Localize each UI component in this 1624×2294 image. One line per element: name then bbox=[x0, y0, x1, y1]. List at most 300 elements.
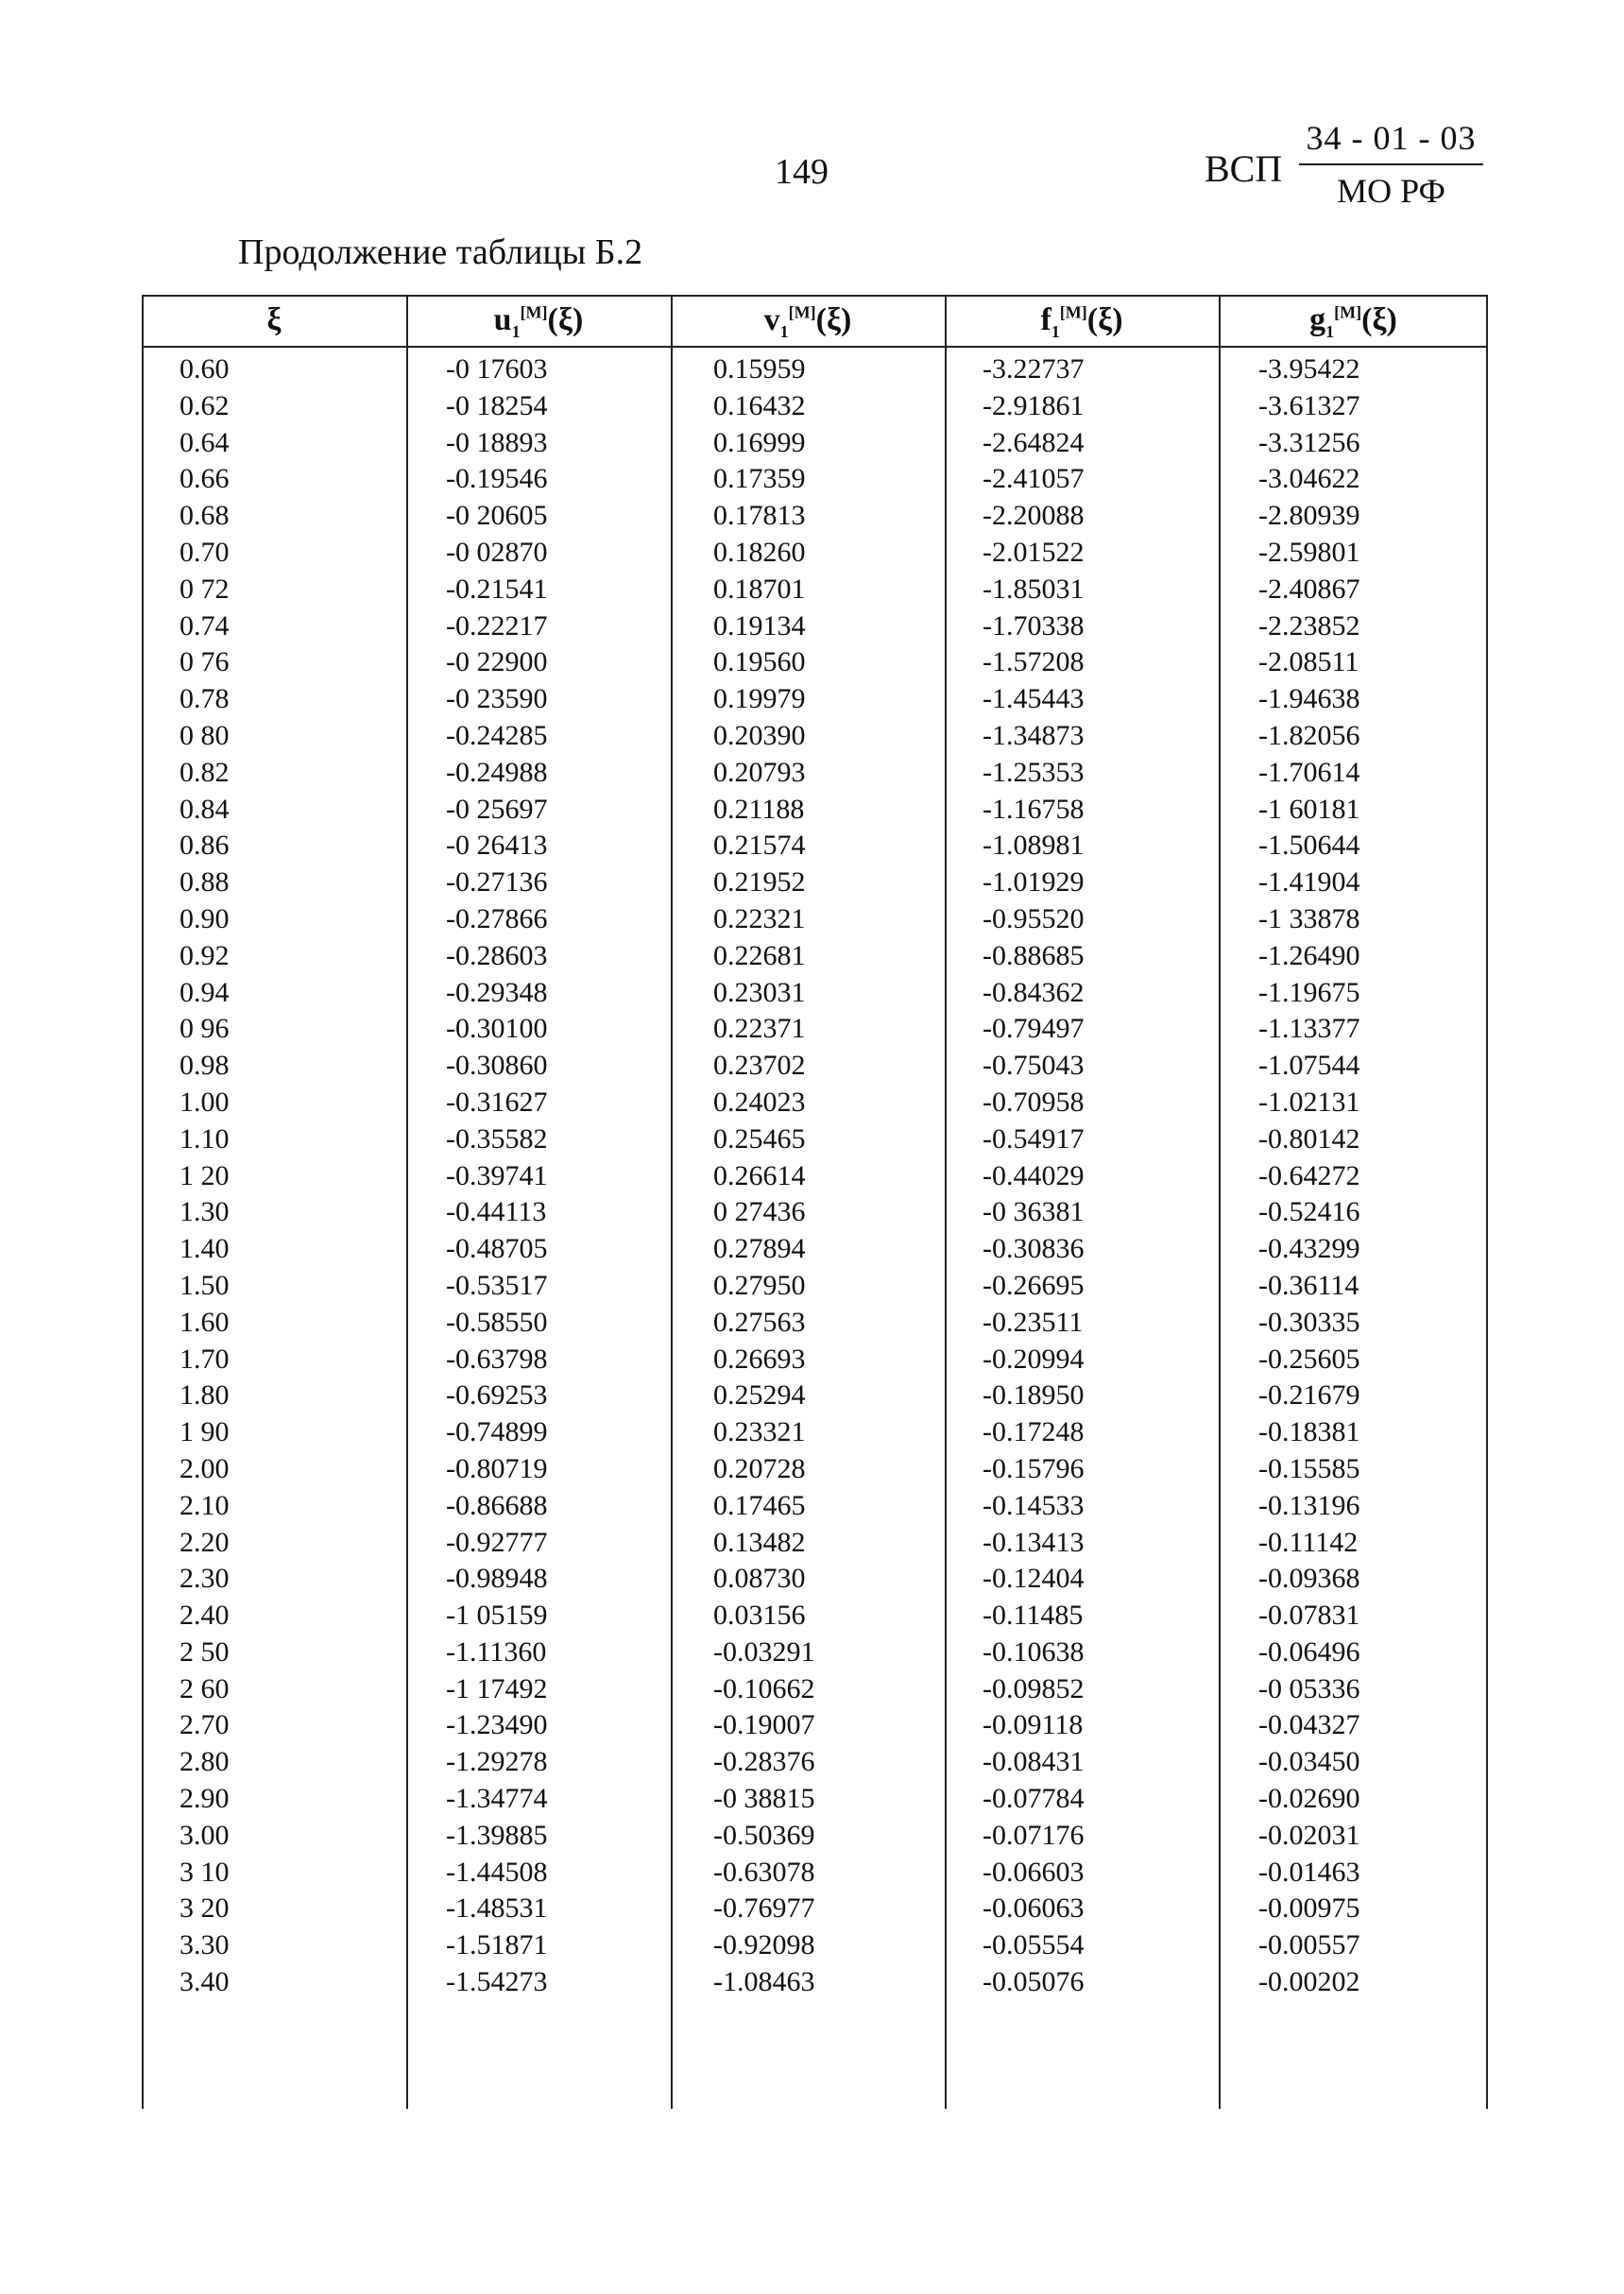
table-cell: 0.92 bbox=[179, 939, 230, 971]
table-cell: -0.27866 bbox=[446, 902, 548, 934]
table-cell: -0.52416 bbox=[1258, 1196, 1360, 1228]
table-row bbox=[142, 1196, 1488, 1233]
table-cell: -1.51871 bbox=[446, 1929, 548, 1961]
table-cell: 0.70 bbox=[179, 536, 230, 568]
table-cell: -0.11142 bbox=[1258, 1526, 1359, 1558]
table-cell: -0.86688 bbox=[446, 1489, 548, 1521]
table-cell: 0 72 bbox=[179, 573, 230, 605]
table-row bbox=[142, 940, 1488, 977]
table-cell: -3.61327 bbox=[1258, 389, 1360, 421]
table-cell: 1.40 bbox=[179, 1233, 230, 1265]
table-cell: -0.58550 bbox=[446, 1306, 548, 1338]
table-cell: 0.27894 bbox=[713, 1233, 806, 1265]
table-cell: -1.19675 bbox=[1258, 976, 1360, 1008]
table-cell: 1 90 bbox=[179, 1416, 230, 1448]
table-cell: -0.25605 bbox=[1258, 1343, 1360, 1375]
table-cell: -3.31256 bbox=[1258, 426, 1360, 458]
table-cell: -0 17603 bbox=[446, 353, 548, 385]
table-cell: -0.06063 bbox=[983, 1892, 1085, 1925]
table-cell: -0.06496 bbox=[1258, 1635, 1360, 1668]
table-cell: 0.26614 bbox=[713, 1159, 806, 1191]
table-cell: -0.92098 bbox=[713, 1929, 815, 1961]
header-subscript: 1 bbox=[1325, 321, 1335, 341]
table-row bbox=[142, 353, 1488, 390]
table-row bbox=[142, 1527, 1488, 1564]
column-header-v1 bbox=[671, 302, 945, 350]
table-cell: 0.18260 bbox=[713, 536, 806, 568]
table-cell: -2.59801 bbox=[1258, 536, 1360, 568]
table-cell: 0 80 bbox=[179, 719, 230, 751]
table-cell: 0.74 bbox=[179, 609, 230, 642]
header-argument: (ξ) bbox=[815, 302, 852, 337]
table-row bbox=[142, 610, 1488, 647]
table-cell: 0.23321 bbox=[713, 1416, 806, 1448]
table-body bbox=[142, 353, 1488, 2003]
table-cell: 0.84 bbox=[179, 793, 230, 825]
table-row bbox=[142, 1746, 1488, 1783]
table-cell: 2.40 bbox=[179, 1600, 230, 1632]
table-row bbox=[142, 500, 1488, 537]
table-cell: 3 20 bbox=[179, 1892, 230, 1925]
table-cell: -1.29278 bbox=[446, 1746, 548, 1778]
table-cell: -0.30100 bbox=[446, 1013, 548, 1045]
table-row bbox=[142, 646, 1488, 683]
table-row bbox=[142, 1966, 1488, 2003]
table-cell: -0.75043 bbox=[983, 1050, 1085, 1082]
table-cell: -0.63078 bbox=[713, 1856, 815, 1888]
table-cell: 2.10 bbox=[179, 1489, 230, 1521]
table-caption: Продолжение таблицы Б.2 bbox=[238, 232, 643, 272]
table-cell: -0.05554 bbox=[983, 1929, 1085, 1961]
table-cell: -0.02031 bbox=[1258, 1819, 1360, 1851]
table-cell: 0.17359 bbox=[713, 463, 806, 495]
table-cell: -1.13377 bbox=[1258, 1013, 1360, 1045]
table-cell: -0.20994 bbox=[983, 1343, 1085, 1375]
table-cell: -1.16758 bbox=[983, 793, 1085, 825]
table-cell: 0.23031 bbox=[713, 976, 806, 1008]
table-cell: -0.36114 bbox=[1258, 1269, 1359, 1301]
table-row bbox=[142, 757, 1488, 794]
table-cell: 0 76 bbox=[179, 646, 230, 678]
table-cell: 0.17465 bbox=[713, 1489, 806, 1521]
table-cell: -0.64272 bbox=[1258, 1159, 1360, 1191]
table-cell: -0.92777 bbox=[446, 1526, 548, 1558]
table-cell: -0 18254 bbox=[446, 389, 548, 421]
header-subscript: 1 bbox=[1051, 321, 1060, 341]
table-cell: -1 33878 bbox=[1258, 902, 1360, 934]
column-header-g1 bbox=[1219, 302, 1488, 350]
table-cell: -0.07176 bbox=[983, 1819, 1085, 1851]
table-cell: 0.86 bbox=[179, 830, 230, 862]
table-cell: -0.00975 bbox=[1258, 1892, 1360, 1925]
table-cell: 0.23702 bbox=[713, 1050, 806, 1082]
table-cell: 1.00 bbox=[179, 1086, 230, 1118]
table-cell: 0.60 bbox=[179, 353, 230, 385]
table-cell: -1.54273 bbox=[446, 1966, 548, 1998]
table-cell: -0.03450 bbox=[1258, 1746, 1360, 1778]
table-cell: 0.27950 bbox=[713, 1269, 806, 1301]
header-symbol: g bbox=[1309, 302, 1326, 337]
table-cell: 1.70 bbox=[179, 1343, 230, 1375]
table-cell: -0.10638 bbox=[983, 1635, 1085, 1668]
table-cell: 0.21188 bbox=[713, 793, 805, 825]
table-cell: -2.91861 bbox=[983, 389, 1085, 421]
table-cell: -1.70614 bbox=[1258, 756, 1360, 788]
table-cell: 0.64 bbox=[179, 426, 230, 458]
table-cell: -0.48705 bbox=[446, 1233, 548, 1265]
table-cell: -0.98948 bbox=[446, 1563, 548, 1595]
table-cell: -0.80142 bbox=[1258, 1122, 1360, 1155]
table-cell: 0.17813 bbox=[713, 500, 806, 532]
table-cell: -0.01463 bbox=[1258, 1856, 1360, 1888]
table-cell: -0.17248 bbox=[983, 1416, 1085, 1448]
table-cell: 0.62 bbox=[179, 389, 230, 421]
table-cell: -0.06603 bbox=[983, 1856, 1085, 1888]
table-cell: -2.40867 bbox=[1258, 573, 1360, 605]
table-cell: 0 27436 bbox=[713, 1196, 806, 1228]
table-cell: 3 10 bbox=[179, 1856, 230, 1888]
table-cell: -0 18893 bbox=[446, 426, 548, 458]
table-cell: 0.19560 bbox=[713, 646, 806, 678]
table-cell: -1.11360 bbox=[446, 1635, 547, 1668]
table-cell: -0.26695 bbox=[983, 1269, 1085, 1301]
table-cell: 0.19979 bbox=[713, 683, 806, 715]
table-cell: -0.02690 bbox=[1258, 1783, 1360, 1815]
table-cell: -0.84362 bbox=[983, 976, 1085, 1008]
header-argument: (ξ) bbox=[1361, 302, 1397, 337]
header-superscript: [M] bbox=[788, 302, 816, 322]
table-cell: -1.02131 bbox=[1258, 1086, 1360, 1118]
table-cell: 0.22321 bbox=[713, 902, 806, 934]
table-cell: -3.22737 bbox=[983, 353, 1085, 385]
table-cell: -0.88685 bbox=[983, 939, 1085, 971]
table-cell: 2.70 bbox=[179, 1709, 230, 1741]
table-cell: -0.74899 bbox=[446, 1416, 548, 1448]
table-cell: -2.20088 bbox=[983, 500, 1085, 532]
table-row bbox=[142, 574, 1488, 610]
header-superscript: [M] bbox=[1334, 302, 1362, 322]
table-cell: -0.08431 bbox=[983, 1746, 1085, 1778]
table-cell: 1.50 bbox=[179, 1269, 230, 1301]
table-cell: -1.57208 bbox=[983, 646, 1085, 678]
table-cell: 0.22681 bbox=[713, 939, 806, 971]
table-cell: -1.50644 bbox=[1258, 830, 1360, 862]
table-cell: 0.25294 bbox=[713, 1379, 806, 1412]
table-row bbox=[142, 830, 1488, 866]
table-cell: -0.31627 bbox=[446, 1086, 548, 1118]
table-cell: 0.82 bbox=[179, 756, 230, 788]
table-cell: 0.21574 bbox=[713, 830, 806, 862]
header-symbol: ξ bbox=[266, 302, 282, 337]
table-cell: -0.15796 bbox=[983, 1452, 1085, 1484]
table-row bbox=[142, 1379, 1488, 1416]
table-cell: -0.95520 bbox=[983, 902, 1085, 934]
table-cell: 0.20390 bbox=[713, 719, 806, 751]
table-cell: 0 96 bbox=[179, 1013, 230, 1045]
table-cell: 1.80 bbox=[179, 1379, 230, 1412]
table-cell: -1.08463 bbox=[713, 1966, 815, 1998]
table-cell: 2.30 bbox=[179, 1563, 230, 1595]
table-cell: -1.70338 bbox=[983, 609, 1085, 642]
document-code bbox=[1205, 118, 1488, 222]
table-cell: 0.78 bbox=[179, 683, 230, 715]
table-cell: 0.24023 bbox=[713, 1086, 806, 1118]
table-cell: 0.16999 bbox=[713, 426, 806, 458]
table-cell: -0.35582 bbox=[446, 1122, 548, 1155]
table-cell: 2.80 bbox=[179, 1746, 230, 1778]
table-row bbox=[142, 1013, 1488, 1050]
table-row bbox=[142, 1160, 1488, 1197]
table-row bbox=[142, 977, 1488, 1014]
table-row bbox=[142, 866, 1488, 903]
table-row bbox=[142, 537, 1488, 574]
table-cell: -1.44508 bbox=[446, 1856, 548, 1888]
table-cell: 0.21952 bbox=[713, 866, 806, 899]
table-cell: 1.10 bbox=[179, 1122, 230, 1155]
table-row bbox=[142, 1233, 1488, 1270]
table-cell: -1.82056 bbox=[1258, 719, 1360, 751]
table-cell: 2.20 bbox=[179, 1526, 230, 1558]
table-cell: -0.14533 bbox=[983, 1489, 1085, 1521]
header-argument: (ξ) bbox=[547, 302, 584, 337]
table-cell: -0.54917 bbox=[983, 1122, 1085, 1155]
table-cell: -0.44113 bbox=[446, 1196, 547, 1228]
table-row bbox=[142, 1050, 1488, 1087]
table-cell: -0.04327 bbox=[1258, 1709, 1360, 1741]
header-superscript: [M] bbox=[1059, 302, 1087, 322]
table-cell: -1.01929 bbox=[983, 866, 1085, 899]
table-cell: -1.34774 bbox=[446, 1783, 548, 1815]
table-row bbox=[142, 1416, 1488, 1453]
table-cell: -0.09118 bbox=[983, 1709, 1084, 1741]
table-cell: 2 60 bbox=[179, 1672, 230, 1704]
table-row bbox=[142, 1307, 1488, 1344]
table-row bbox=[142, 1783, 1488, 1820]
table-cell: -0.29348 bbox=[446, 976, 548, 1008]
table-cell: -1.26490 bbox=[1258, 939, 1360, 971]
data-table bbox=[142, 295, 1488, 2109]
table-cell: -0.44029 bbox=[983, 1159, 1085, 1191]
table-cell: -0.03291 bbox=[713, 1635, 815, 1668]
table-cell: -0.18381 bbox=[1258, 1416, 1360, 1448]
table-cell: -0.30860 bbox=[446, 1050, 548, 1082]
table-cell: -0.43299 bbox=[1258, 1233, 1360, 1265]
table-cell: -3.95422 bbox=[1258, 353, 1360, 385]
table-cell: 0.22371 bbox=[713, 1013, 806, 1045]
table-cell: -2.08511 bbox=[1258, 646, 1359, 678]
table-cell: -0.13196 bbox=[1258, 1489, 1360, 1521]
header-symbol: u bbox=[493, 302, 512, 337]
table-cell: -0 25697 bbox=[446, 793, 548, 825]
table-cell: -0.23511 bbox=[983, 1306, 1084, 1338]
table-cell: -2.64824 bbox=[983, 426, 1085, 458]
table-cell: 0.13482 bbox=[713, 1526, 806, 1558]
table-cell: -0.80719 bbox=[446, 1452, 548, 1484]
table-row bbox=[142, 1453, 1488, 1490]
table-cell: 1.60 bbox=[179, 1306, 230, 1338]
code-prefix: ВСП bbox=[1205, 147, 1283, 190]
table-cell: 2.90 bbox=[179, 1783, 230, 1815]
table-cell: -0.21541 bbox=[446, 573, 548, 605]
table-cell: -0.28376 bbox=[713, 1746, 815, 1778]
table-cell: 0.66 bbox=[179, 463, 230, 495]
table-row bbox=[142, 794, 1488, 830]
table-cell: 0.16432 bbox=[713, 389, 806, 421]
table-row bbox=[142, 1490, 1488, 1527]
table-cell: 0.90 bbox=[179, 902, 230, 934]
code-number: 34 - 01 - 03 bbox=[1306, 119, 1477, 157]
table-cell: -0.76977 bbox=[713, 1892, 815, 1925]
table-row bbox=[142, 903, 1488, 940]
table-cell: 3.00 bbox=[179, 1819, 230, 1851]
table-row bbox=[142, 463, 1488, 500]
table-cell: 0.25465 bbox=[713, 1122, 806, 1155]
table-cell: -0 26413 bbox=[446, 830, 548, 862]
table-cell: -0.79497 bbox=[983, 1013, 1085, 1045]
header-symbol: f bbox=[1040, 302, 1051, 337]
table-cell: 0.68 bbox=[179, 500, 230, 532]
table-cell: 0.19134 bbox=[713, 609, 806, 642]
table-cell: -0 36381 bbox=[983, 1196, 1085, 1228]
table-cell: -2.41057 bbox=[983, 463, 1085, 495]
table-cell: -0 23590 bbox=[446, 683, 548, 715]
header-subscript: 1 bbox=[511, 321, 521, 341]
table-cell: -1 60181 bbox=[1258, 793, 1360, 825]
page-number: 149 bbox=[775, 152, 829, 192]
table-cell: -1 17492 bbox=[446, 1672, 548, 1704]
table-cell: -0 22900 bbox=[446, 646, 548, 678]
table-cell: 0.94 bbox=[179, 976, 230, 1008]
table-cell: 0.27563 bbox=[713, 1306, 806, 1338]
table-cell: -1.48531 bbox=[446, 1892, 548, 1925]
table-cell: -1.45443 bbox=[983, 683, 1085, 715]
header-symbol: v bbox=[763, 302, 780, 337]
table-cell: -0 02870 bbox=[446, 536, 548, 568]
table-cell: 0.15959 bbox=[713, 353, 806, 385]
table-cell: -0.09368 bbox=[1258, 1563, 1360, 1595]
table-cell: -0.09852 bbox=[983, 1672, 1085, 1704]
table-cell: 0.08730 bbox=[713, 1563, 806, 1595]
table-cell: -0.22217 bbox=[446, 609, 548, 642]
table-cell: 0.98 bbox=[179, 1050, 230, 1082]
table-cell: 0.03156 bbox=[713, 1600, 806, 1632]
table-cell: -0.13413 bbox=[983, 1526, 1085, 1558]
table-cell: 1.30 bbox=[179, 1196, 230, 1228]
table-row bbox=[142, 1344, 1488, 1380]
table-row bbox=[142, 1929, 1488, 1966]
table-cell: -0.39741 bbox=[446, 1159, 548, 1191]
table-row bbox=[142, 1892, 1488, 1929]
table-cell: -1.23490 bbox=[446, 1709, 548, 1741]
table-cell: 0.18701 bbox=[713, 573, 806, 605]
table-cell: -0.27136 bbox=[446, 866, 548, 899]
table-cell: -0.63798 bbox=[446, 1343, 548, 1375]
table-cell: -0.24988 bbox=[446, 756, 548, 788]
table-row bbox=[142, 1123, 1488, 1160]
table-cell: -0.10662 bbox=[713, 1672, 815, 1704]
table-cell: -0.69253 bbox=[446, 1379, 548, 1412]
table-cell: -0.07784 bbox=[983, 1783, 1085, 1815]
table-row bbox=[142, 720, 1488, 757]
table-cell: 3.30 bbox=[179, 1929, 230, 1961]
table-cell: -1.94638 bbox=[1258, 683, 1360, 715]
code-fraction-line bbox=[1299, 163, 1483, 165]
table-row bbox=[142, 1270, 1488, 1307]
code-organization: МО РФ bbox=[1337, 172, 1445, 210]
table-cell: -2.01522 bbox=[983, 536, 1085, 568]
table-cell: 2.00 bbox=[179, 1452, 230, 1484]
table-row bbox=[142, 1857, 1488, 1893]
table-cell: -0.19007 bbox=[713, 1709, 815, 1741]
table-row bbox=[142, 1563, 1488, 1600]
table-cell: -1 05159 bbox=[446, 1600, 548, 1632]
table-cell: 0.20793 bbox=[713, 756, 806, 788]
table-cell: -0.05076 bbox=[983, 1966, 1085, 1998]
table-cell: -0.12404 bbox=[983, 1563, 1085, 1595]
table-cell: -0.53517 bbox=[446, 1269, 548, 1301]
table-cell: -1.07544 bbox=[1258, 1050, 1360, 1082]
table-row bbox=[142, 1087, 1488, 1123]
table-cell: -0.00557 bbox=[1258, 1929, 1360, 1961]
table-cell: -0 38815 bbox=[713, 1783, 815, 1815]
table-row bbox=[142, 1709, 1488, 1746]
table-cell: -0 05336 bbox=[1258, 1672, 1360, 1704]
table-cell: -0.50369 bbox=[713, 1819, 815, 1851]
table-cell: -1.34873 bbox=[983, 719, 1085, 751]
table-cell: 1 20 bbox=[179, 1159, 230, 1191]
table-cell: -1.08981 bbox=[983, 830, 1085, 862]
table-cell: -0.30836 bbox=[983, 1233, 1085, 1265]
table-cell: -0.70958 bbox=[983, 1086, 1085, 1118]
table-cell: -1.41904 bbox=[1258, 866, 1360, 899]
table-cell: -0.28603 bbox=[446, 939, 548, 971]
table-cell: -1.39885 bbox=[446, 1819, 548, 1851]
table-row bbox=[142, 1673, 1488, 1710]
table-cell: 0.26693 bbox=[713, 1343, 806, 1375]
table-row bbox=[142, 427, 1488, 464]
table-cell: 0.20728 bbox=[713, 1452, 806, 1484]
table-cell: -0.19546 bbox=[446, 463, 548, 495]
table-cell: 2 50 bbox=[179, 1635, 230, 1668]
table-cell: -1.25353 bbox=[983, 756, 1085, 788]
table-cell: -2.80939 bbox=[1258, 500, 1360, 532]
table-cell: -0.15585 bbox=[1258, 1452, 1360, 1484]
table-cell: -0.11485 bbox=[983, 1600, 1084, 1632]
table-cell: -0.18950 bbox=[983, 1379, 1085, 1412]
column-header-xi bbox=[142, 302, 406, 350]
table-cell: -0.24285 bbox=[446, 719, 548, 751]
table-cell: -2.23852 bbox=[1258, 609, 1360, 642]
table-cell: -0 20605 bbox=[446, 500, 548, 532]
table-cell: 3.40 bbox=[179, 1966, 230, 1998]
header-superscript: [M] bbox=[520, 302, 548, 322]
column-header-u1 bbox=[406, 302, 671, 350]
header-subscript: 1 bbox=[779, 321, 789, 341]
header-argument: (ξ) bbox=[1086, 302, 1123, 337]
table-cell: -0.21679 bbox=[1258, 1379, 1360, 1412]
table-cell: 0.88 bbox=[179, 866, 230, 899]
table-cell: -3.04622 bbox=[1258, 463, 1360, 495]
table-top-border bbox=[142, 295, 1488, 297]
table-row bbox=[142, 683, 1488, 720]
column-header-f1 bbox=[945, 302, 1219, 350]
table-row bbox=[142, 1636, 1488, 1673]
table-cell: -0.07831 bbox=[1258, 1600, 1360, 1632]
table-cell: -0.30335 bbox=[1258, 1306, 1360, 1338]
table-cell: -0.00202 bbox=[1258, 1966, 1360, 1998]
table-row bbox=[142, 1820, 1488, 1857]
table-row bbox=[142, 1600, 1488, 1636]
